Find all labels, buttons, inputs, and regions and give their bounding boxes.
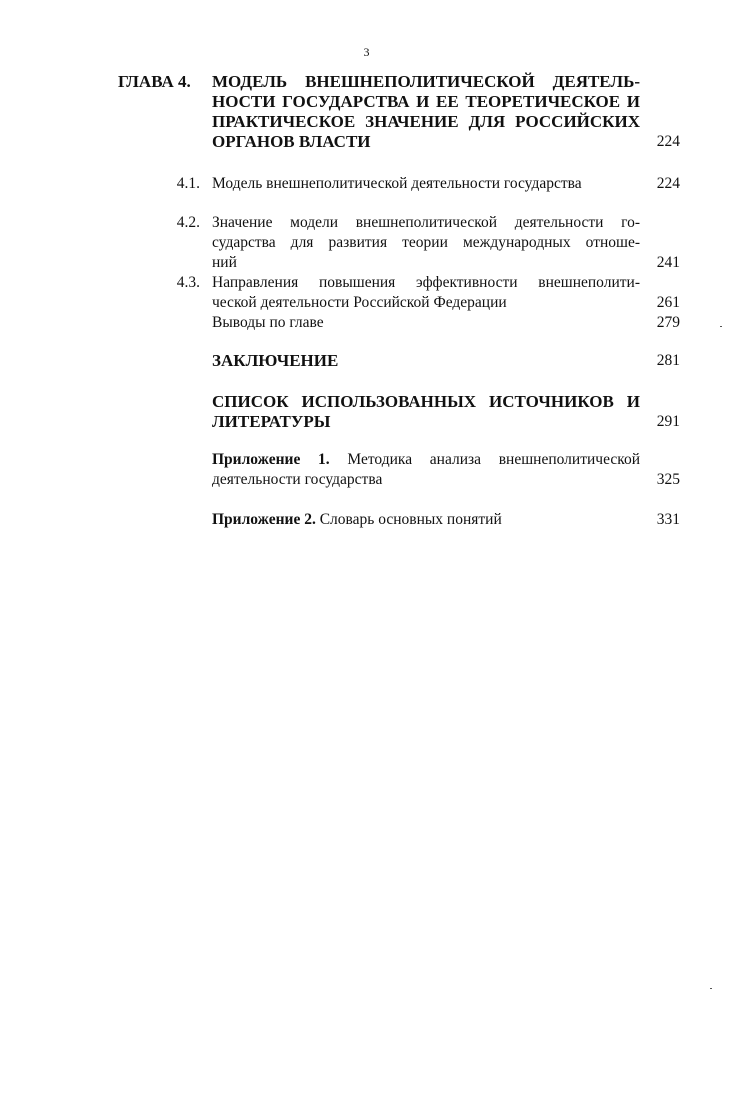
- section-title-line: ний: [212, 254, 237, 271]
- appendix-1-label: Приложение 1.: [212, 451, 330, 468]
- section-number: 4.1.: [176, 175, 200, 192]
- chapter-label: ГЛАВА 4.: [118, 72, 191, 91]
- section-page: 224: [656, 175, 680, 192]
- section-title: [212, 174, 640, 194]
- section-title-line: Модель внешнеполитической деятельности государства: [212, 175, 582, 192]
- section-page: 261: [656, 294, 680, 311]
- conclusion-page: 281: [656, 352, 680, 369]
- chapter-title-line: ПРАКТИЧЕСКОЕ ЗНАЧЕНИЕ ДЛЯ РОССИЙСКИХ: [212, 112, 640, 131]
- chapter-title-line: МОДЕЛЬ ВНЕШНЕПОЛИТИЧЕСКОЙ ДЕЯТЕЛЬ-: [212, 72, 640, 91]
- section-title-line: Направления повышения эффективности внешнеполити-: [212, 274, 640, 291]
- appendix-1-text: Методика анализа внешнеполитической: [347, 451, 641, 468]
- chapter-title-line: НОСТИ ГОСУДАРСТВА И ЕЕ ТЕОРЕТИЧЕСКОЕ И: [212, 92, 640, 111]
- appendix-2-line: [212, 510, 640, 530]
- section-title-line: ческой деятельности Российской Федерации: [212, 294, 507, 311]
- appendix-2-title: [212, 510, 640, 530]
- page-number: 3: [363, 45, 370, 59]
- references-title-line: СПИСОК ИСПОЛЬЗОВАННЫХ ИСТОЧНИКОВ И: [212, 392, 640, 411]
- chapter-title: [212, 72, 640, 152]
- chapter-title-line: ОРГАНОВ ВЛАСТИ: [212, 132, 371, 151]
- section-title-line: сударства для развития теории международных отноше-: [212, 234, 640, 251]
- section-title: [212, 313, 640, 333]
- section-title-line: Выводы по главе: [212, 314, 324, 331]
- appendix-1-page: 325: [656, 471, 680, 488]
- scan-speck: [720, 326, 722, 327]
- appendix-1-title: [212, 450, 640, 490]
- references-title: [212, 392, 640, 432]
- section-title: [212, 273, 640, 313]
- references-page: 291: [656, 413, 680, 430]
- references-title-line: ЛИТЕРАТУРЫ: [212, 412, 331, 431]
- conclusion-title: [212, 351, 640, 371]
- section-page: 241: [656, 254, 680, 271]
- section-title-line: Значение модели внешнеполитической деятельности го-: [212, 214, 640, 231]
- section-number: 4.3.: [176, 274, 200, 291]
- section-page: 279: [656, 314, 680, 331]
- appendix-2-text: Словарь основных понятий: [319, 511, 502, 528]
- section-number: 4.2.: [176, 214, 200, 231]
- appendix-2-page: 331: [656, 511, 680, 528]
- conclusion-title-line: ЗАКЛЮЧЕНИЕ: [212, 351, 339, 370]
- chapter-page: 224: [656, 133, 680, 150]
- appendix-1-line: [212, 450, 640, 470]
- appendix-1-line: деятельности государства: [212, 471, 383, 488]
- section-title: [212, 213, 640, 273]
- scan-speck: [710, 988, 712, 989]
- appendix-2-label: Приложение 2.: [212, 511, 316, 528]
